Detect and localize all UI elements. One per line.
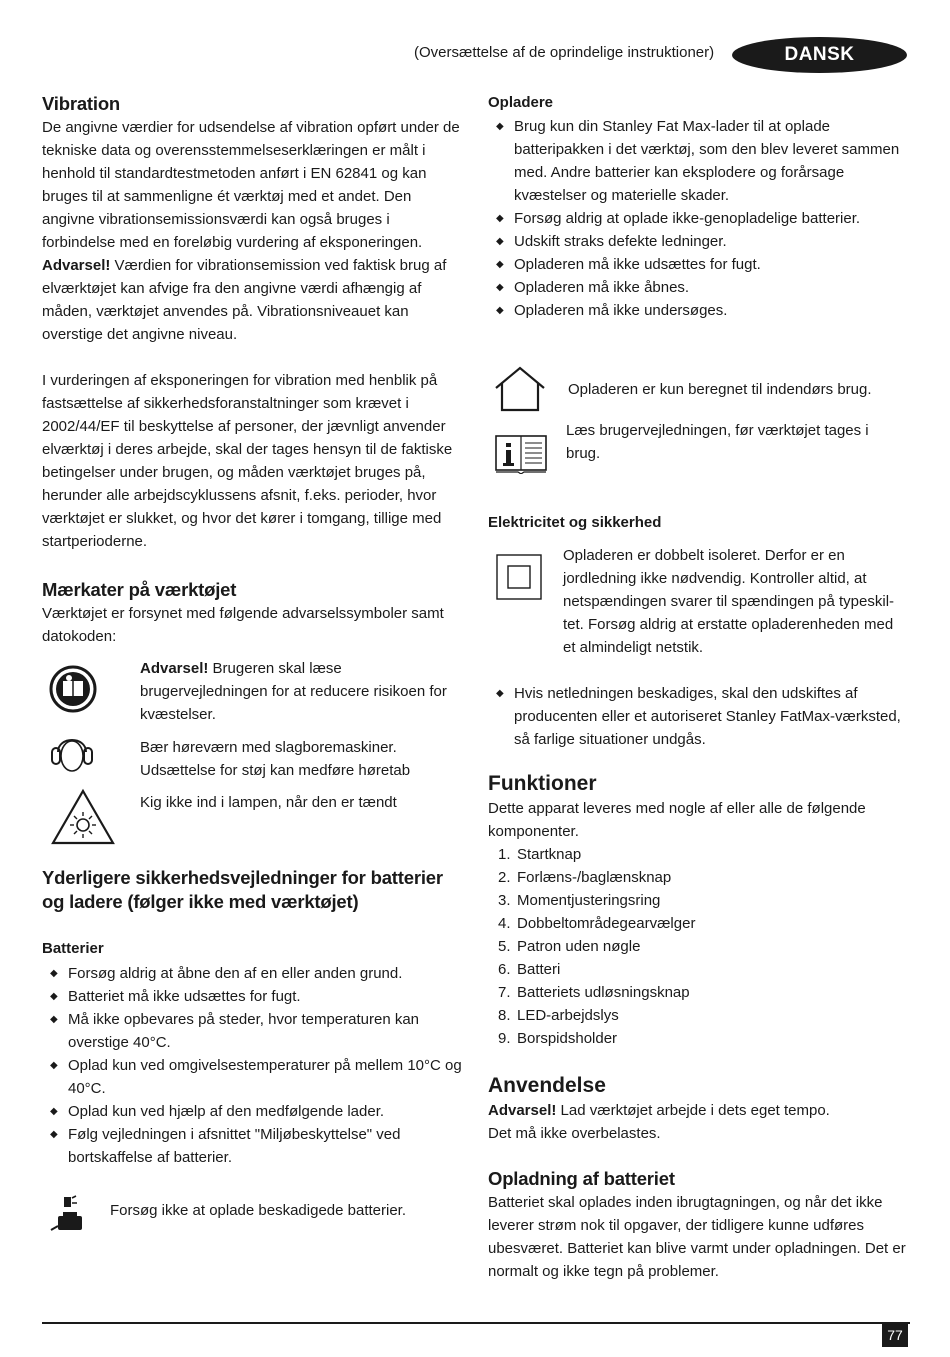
list-item: ◆ Følg vejledningen i afsnittet "Miljøbeskyttelse" ved bortskaffelse af batterier. [42,1123,462,1169]
label-item-1: Advarsel! Brugeren skal læse brugervejledningen for at reducere risikoen for kvæstelser. [140,660,447,723]
vibration-paragraph-2: I vurderingen af eksponeringen for vibration med henblik på fastsættelse af sikkerhedsforanstaltninger som krævet i 2002/44/EF til beskyttelse af personer, der jævnligt anvender elværktøj i deres arbejde, skal der tages hensyn til de faktiske betingelser under brugen, og måden værktøjet bruges på, herunder alle arbejdscyklussens afsnit, f.eks. perioder, hvor værktøjet er slukket, og hvor det kører i tomgang, tillige med startperioderne. [42,372,453,550]
chargers-list [488,115,910,322]
electric-title: Elektricitet og sikkerhed [488,514,662,531]
additional-section [42,866,462,1169]
indoor-use-text: Opladeren er kun beregnet til indendørs brug. [568,381,872,398]
vibration-paragraph-1: De angivne værdier for udsendelse af vibration opført under de tekniske data og overensstemmelseserklæringen er målt i henhold til standardtestmetoden anført i EN 62841 og kan bruges til at sammenligne ét værktøj med et andet. Den angivne vibrationsemissionsværdi kan også bruges i forbindelse med en foreløbig vurdering af eksponeringen. Advarsel! Værdien for vibrationsemission ved faktisk brug af elværktøjet kan afvige fra den angivne værdi afhængig af måden, værktøjet anvendes på. Vibrationsniveauet kan overstige det angivne niveau. [42,119,460,343]
batteries-list [42,962,462,1169]
electric-bullet-section [488,682,910,751]
list-item: ◆ Forsøg aldrig at oplade ikke-genopladelige batterier. [488,207,910,230]
functions-list [488,843,910,1050]
list-item: 9. Borspidsholder [498,1030,618,1047]
list-item: ◆ Brug kun din Stanley Fat Max-lader til at oplade batteripakken i det værktøj, som den blev leveret sammen med. Andre batterier kan eksplodere og forårsage kvæstelser og materielle skader. [488,115,910,207]
use-section [488,1073,910,1145]
list-item: 8. LED-arbejdslys [498,1007,619,1024]
ear-protection-icon [48,728,96,776]
batteries-title: Batterier [42,940,104,957]
read-manual-text: Læs brugervejledningen, før værktøjet tages i brug. [566,422,869,462]
list-item: 1. Startknap [498,846,582,863]
footer-divider [42,1322,910,1324]
charging-text: Batteriet skal oplades inden ibrugtagningen, og når det ikke leverer strøm nok til opgaver, der tidligere kunne udføres ubesværet. Batteriet kan blive varmt under opladningen. Det er normalt og ikke tegn på problemer. [488,1194,906,1280]
list-item: ◆ Opladeren må ikke åbnes. [488,276,910,299]
list-item: ◆ Oplad kun ved omgivelsestemperaturer på mellem 10°C og 40°C. [42,1054,462,1100]
page-number: 77 [882,1323,908,1347]
label-item-2: Bær høreværn med slagboremaskiner. Udsættelse for støj kan medføre høretab [140,739,411,779]
vibration-title: Vibration [42,93,121,114]
use-text-2: Det må ikke overbelastes. [488,1125,661,1142]
electric-section [488,512,910,534]
info-book-icon [494,434,548,474]
list-item: 2. Forlæns-/baglænsknap [498,869,672,886]
list-item: ◆ Opladeren må ikke undersøges. [488,299,910,322]
label-item-3: Kig ikke ind i lampen, når den er tændt [140,794,397,811]
labels-section [42,578,462,648]
double-insulation-icon [496,554,542,600]
functions-section [488,771,910,1050]
labels-intro: Værktøjet er forsynet med følgende advarselssymboler samt datokoden: [42,605,444,645]
chargers-section [488,92,910,322]
charging-title: Opladning af batteriet [488,1168,675,1189]
read-manual-icon [48,664,98,714]
list-item: ◆ Må ikke opbevares på steder, hvor temperaturen kan overstige 40°C. [42,1008,462,1054]
chargers-title: Opladere [488,94,554,111]
list-item: 6. Batteri [498,961,561,978]
list-item: ◆ Udskift straks defekte ledninger. [488,230,910,253]
house-icon [494,366,546,412]
use-text: Advarsel! Lad værktøjet arbejde i dets eget tempo. [488,1102,830,1119]
charging-section [488,1167,910,1283]
list-item: ◆ Oplad kun ved hjælp af den medfølgende lader. [42,1100,462,1123]
double-insulation-text: Opladeren er dobbelt isoleret. Derfor er en jordledning ikke nødvendig. Kontroller altid, at netspændingen svarer til spændingen på typeskil-tet. Forsøg aldrig at erstatte opladerenheden med et almindeligt netstik. [563,547,895,656]
functions-intro: Dette apparat leveres med nogle af eller alle de følgende komponenter. [488,800,866,840]
list-item: 7. Batteriets udløsningsknap [498,984,690,1001]
header-subtitle: (Oversættelse af de oprindelige instruktioner) [414,44,715,61]
list-item: ◆ Opladeren må ikke udsættes for fugt. [488,253,910,276]
use-title: Anvendelse [488,1074,606,1097]
list-item: ◆ Hvis netledningen beskadiges, skal den udskiftes af producenten eller et autoriseret Stanley FatMax-værksted, så farlige situationer undgås. [488,682,910,751]
list-item: 3. Momentjusteringsring [498,892,661,909]
lamp-warning-icon [50,788,116,846]
warning-label: Advarsel! [42,257,111,274]
list-item: 5. Patron uden nøgle [498,938,641,955]
additional-title: Yderligere sikkerhedsvejledninger for batterier og ladere (følger ikke med værktøjet) [42,867,443,912]
list-item: ◆ Batteriet må ikke udsættes for fugt. [42,985,462,1008]
damaged-battery-text: Forsøg ikke at oplade beskadigede batterier. [110,1202,407,1219]
vibration-section [42,92,462,553]
language-badge: DANSK [732,37,907,73]
functions-title: Funktioner [488,772,597,795]
electric-list [488,682,910,751]
damaged-battery-icon [50,1194,90,1236]
labels-title: Mærkater på værktøjet [42,579,237,600]
list-item: 4. Dobbeltområdegearvælger [498,915,696,932]
list-item: ◆ Forsøg aldrig at åbne den af en eller anden grund. [42,962,462,985]
